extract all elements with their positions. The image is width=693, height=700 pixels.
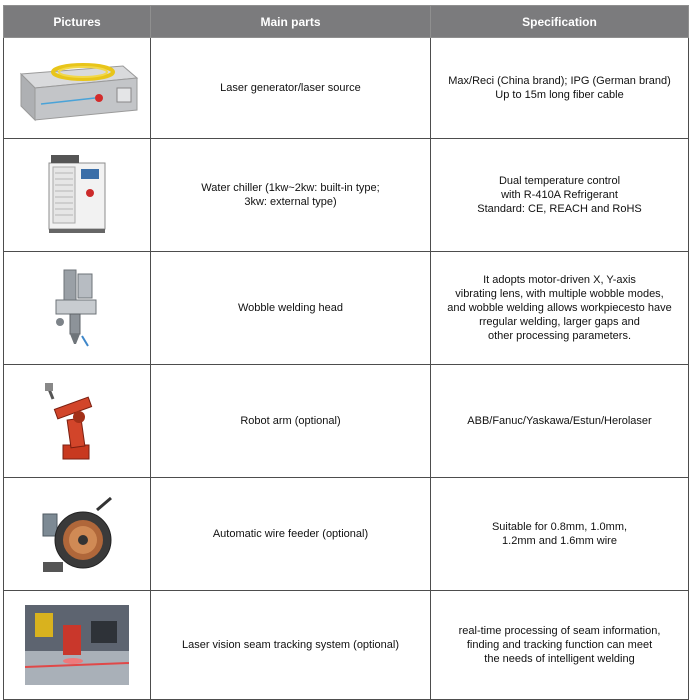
table-row — [4, 139, 689, 252]
part-spec: real-time processing of seam information, finding and tracking function can meet the needs of intelligent welding — [431, 591, 689, 700]
part-name: Wobble welding head — [151, 252, 431, 365]
table-row — [4, 38, 689, 139]
part-name: Water chiller (1kw~2kw: built-in type; 3kw: external type) — [151, 139, 431, 252]
header-row — [4, 6, 689, 38]
table-row — [4, 591, 689, 700]
seam-tracking-image — [25, 605, 129, 685]
table-row — [4, 252, 689, 365]
wire-feeder-image — [37, 492, 117, 576]
part-name: Laser vision seam tracking system (optional) — [151, 591, 431, 700]
welding-head-image — [42, 266, 112, 350]
part-spec: Max/Reci (China brand); IPG (German brand) Up to 15m long fiber cable — [431, 38, 689, 139]
table-row — [4, 478, 689, 591]
picture-cell — [4, 365, 151, 478]
part-name: Laser generator/laser source — [151, 38, 431, 139]
table-row — [4, 365, 689, 478]
picture-cell — [4, 139, 151, 252]
picture-cell — [4, 38, 151, 139]
part-name: Automatic wire feeder (optional) — [151, 478, 431, 591]
header-specification: Specification — [431, 6, 689, 38]
picture-cell — [4, 591, 151, 700]
part-spec: ABB/Fanuc/Yaskawa/Estun/Herolaser — [431, 365, 689, 478]
picture-cell — [4, 252, 151, 365]
part-spec: Suitable for 0.8mm, 1.0mm, 1.2mm and 1.6mm wire — [431, 478, 689, 591]
robot-arm-image — [37, 379, 117, 463]
main-parts-table — [3, 5, 689, 700]
water-chiller-image — [37, 153, 117, 237]
picture-cell — [4, 478, 151, 591]
header-main-parts: Main parts — [151, 6, 431, 38]
part-spec: It adopts motor-driven X, Y-axis vibrating lens, with multiple wobble modes, and wobble welding allows workpiecesto have rregular welding, larger gaps and other processing parameters. — [431, 252, 689, 365]
laser-source-image — [11, 52, 143, 124]
part-name: Robot arm (optional) — [151, 365, 431, 478]
header-pictures: Pictures — [4, 6, 151, 38]
part-spec: Dual temperature control with R-410A Refrigerant Standard: CE, REACH and RoHS — [431, 139, 689, 252]
